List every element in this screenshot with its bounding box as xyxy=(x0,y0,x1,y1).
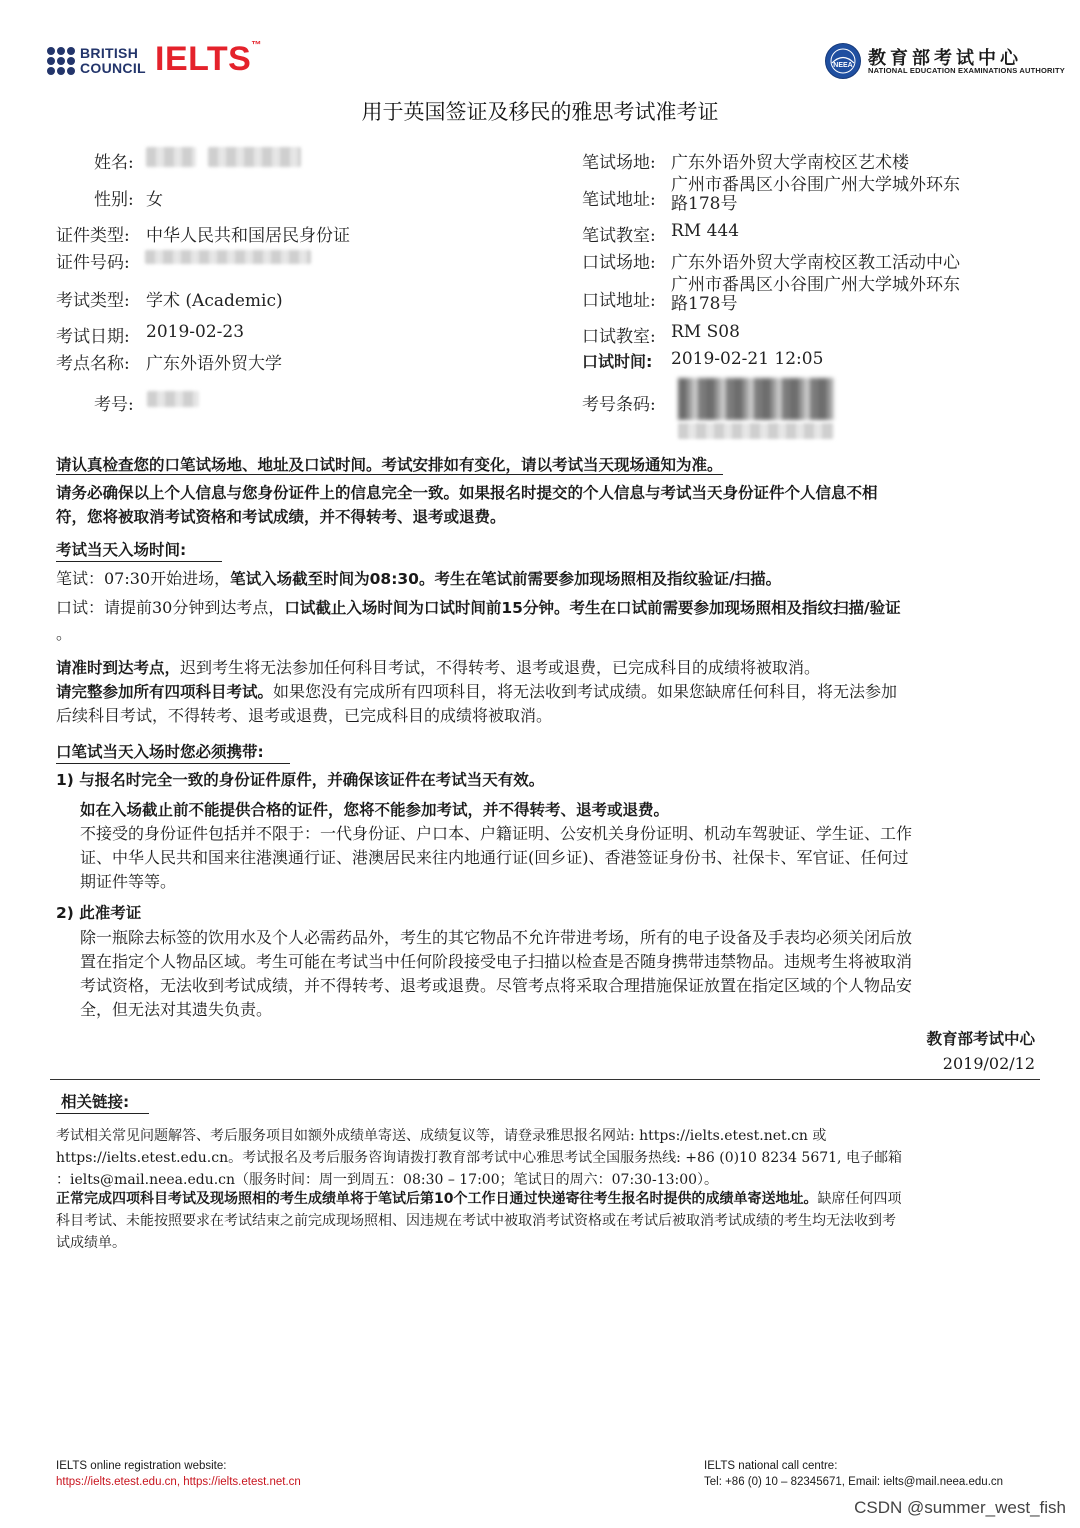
written-address-value: 广州市番禺区小谷围广州大学城外环东 路178号 xyxy=(671,175,960,214)
test-center-value: 广东外语外贸大学 xyxy=(146,354,282,374)
bring-item-1: 1) 与报名时完全一致的身份证件原件，并确保该证件在考试当天有效。 xyxy=(56,771,545,789)
name-label: 姓名: xyxy=(94,153,134,173)
oral-time-label: 口试时间: xyxy=(582,352,653,371)
links-heading: 相关链接: xyxy=(56,1090,149,1112)
candidate-number-label: 考号: xyxy=(94,395,134,415)
exam-date-label: 考试日期: xyxy=(56,327,130,347)
neea-english-name: NATIONAL EDUCATION EXAMINATIONS AUTHORITY xyxy=(868,66,1065,75)
oral-address-value: 广州市番禺区小谷围广州大学城外环东 路178号 xyxy=(671,275,960,314)
oral-venue-value: 广东外语外贸大学南校区教工活动中心 xyxy=(671,253,960,273)
written-venue-label: 笔试场地: xyxy=(582,153,656,173)
oral-entry-end: 。 xyxy=(56,624,73,643)
complete-all-notice: 请完整参加所有四项科目考试。如果您没有完成所有四项科目，将无法收到考试成绩。如果您缺席任何科目，将无法参加 后续科目考试，不得转考、退考或退费，已完成科目的成绩将被取消。 xyxy=(56,682,898,725)
bring-item-2: 2) 此准考证 xyxy=(56,904,142,922)
entry-time-heading: 考试当天入场时间: xyxy=(56,538,222,560)
redacted-id-number xyxy=(145,250,311,264)
british-council-dots-icon xyxy=(46,46,76,76)
redacted-name-part2 xyxy=(208,147,301,167)
neea-emblem-icon xyxy=(824,42,862,80)
oral-entry-line: 口试：请提前30分钟到达考点，口试截止入场时间为口试时间前15分钟。考生在口试前需要参加现场照相及指纹扫描/验证 xyxy=(56,598,901,617)
signature-date: 2019/02/12 xyxy=(942,1054,1035,1073)
british-council-wordmark: BRITISH COUNCIL xyxy=(80,45,146,76)
exam-type-value: 学术 (Academic) xyxy=(146,291,283,311)
test-center-label: 考点名称: xyxy=(56,354,130,374)
oral-room-value: RM S08 xyxy=(671,322,740,342)
written-venue-value: 广东外语外贸大学南校区艺术楼 xyxy=(671,153,909,173)
on-time-notice: 请准时到达考点，迟到考生将无法参加任何科目考试，不得转考、退考或退费，已完成科目的成绩将被取消。 xyxy=(56,658,821,677)
check-notice: 请认真检查您的口笔试场地、地址及口试时间。考试安排如有变化，请以考试当天现场通知为准。 xyxy=(56,456,723,474)
oral-address-label: 口试地址: xyxy=(582,291,656,311)
oral-room-label: 口试教室: xyxy=(582,327,656,347)
bring-heading: 口笔试当天入场时您必须携带: xyxy=(56,740,290,762)
neea-chinese-name: 教育部考试中心 xyxy=(868,48,1022,69)
ielts-logo: IELTS™ xyxy=(155,40,262,78)
written-entry-line: 笔试：07:30开始进场，笔试入场截至时间为08:30。考生在笔试前需要参加现场照相及指纹验证/扫描。 xyxy=(56,569,782,588)
footer-registration: IELTS online registration website: https://ielts.etest.edu.cn, https://ielts.etest.net.cn xyxy=(56,1460,301,1488)
links-text-2: 正常完成四项科目考试及现场照相的考生成绩单将于笔试后第10个工作日通过快递寄往考生报名时提供的成绩单寄送地址。缺席任何四项 科目考试、未能按照要求在考试结束之前完成现场照相、因违规在考试中被取消考试资格或在考试后被取消考试成绩的考生均无法收到考 试成绩单。 xyxy=(56,1191,902,1251)
gender-label: 性别: xyxy=(94,190,134,210)
id-type-value: 中华人民共和国居民身份证 xyxy=(146,226,350,246)
svg-text:NEEA: NEEA xyxy=(833,62,853,69)
redacted-barcode-number xyxy=(678,423,834,439)
links-text-1: 考试相关常见问题解答、考后服务项目如额外成绩单寄送、成绩复议等，请登录雅思报名网站: https://ielts.etest.net.cn 或 https://ielts.etest.edu.cn。考试报名及考后服务咨询请拨打教育部考试中心雅思考试全国服务热线: +86 (0)10 8234 5671, 电子邮箱 ：ielts@mail.neea.edu.cn（服务时间：周一到周五：08:30 – 17:00；笔试日的周六：07:30-13:00）。 xyxy=(56,1128,902,1188)
gender-value: 女 xyxy=(146,190,163,210)
ensure-notice: 请务必确保以上个人信息与您身份证件上的信息完全一致。如果报名时提交的个人信息与考试当天身份证件个人信息不相 符，您将被取消考试资格和考试成绩，并不得转考、退考或退费。 xyxy=(56,484,878,526)
signature-org: 教育部考试中心 xyxy=(926,1030,1035,1048)
footer-call-centre: IELTS national call centre: Tel: +86 (0) 10 – 82345671, Email: ielts@mail.neea.edu.cn xyxy=(704,1460,1004,1488)
redacted-barcode xyxy=(678,378,834,420)
bring-item-2-detail: 除一瓶除去标签的饮用水及个人必需药品外，考生的其它物品不允许带进考场，所有的电子设备及手表均必须关闭后放 置在指定个人物品区域。考生可能在考试当中任何阶段接受电子扫描以检查是否随身携带违禁物品。违规考生将被取消 考试资格，无法收到考试成绩，并不得转考、退考或退费。尽管考点将采取合理措施保证放置在指定区域的个人物品安 全，但无法对其遗失负责。 xyxy=(80,928,913,1019)
exam-type-label: 考试类型: xyxy=(56,291,130,311)
section-divider xyxy=(50,1079,1040,1080)
registration-links[interactable]: https://ielts.etest.edu.cn, https://ielts.etest.net.cn xyxy=(56,1476,301,1488)
csdn-watermark: CSDN @summer_west_fish xyxy=(854,1498,1066,1517)
redacted-name-part1 xyxy=(146,147,196,167)
document-title: 用于英国签证及移民的雅思考试准考证 xyxy=(361,100,719,124)
id-number-label: 证件号码: xyxy=(56,253,130,273)
redacted-candidate-number xyxy=(147,391,199,407)
oral-venue-label: 口试场地: xyxy=(582,253,656,273)
bring-item-1-warning: 如在入场截止前不能提供合格的证件，您将不能参加考试，并不得转考、退考或退费。 xyxy=(80,801,670,819)
written-address-label: 笔试地址: xyxy=(582,190,656,210)
written-room-label: 笔试教室: xyxy=(582,226,656,246)
bring-item-1-detail: 不接受的身份证件包括并不限于：一代身份证、户口本、户籍证明、公安机关身份证明、机动车驾驶证、学生证、工作 证、中华人民共和国来往港澳通行证、港澳居民来往内地通行证(回乡证)、香港签证身份书、社保卡、军官证、任何过 期证件等等。 xyxy=(80,824,913,891)
written-room-value: RM 444 xyxy=(671,221,740,241)
barcode-label: 考号条码: xyxy=(582,395,656,415)
oral-time-value: 2019-02-21 12:05 xyxy=(671,349,824,369)
british-council-logo xyxy=(46,44,156,78)
id-type-label: 证件类型: xyxy=(56,226,130,246)
exam-date-value: 2019-02-23 xyxy=(146,322,245,342)
